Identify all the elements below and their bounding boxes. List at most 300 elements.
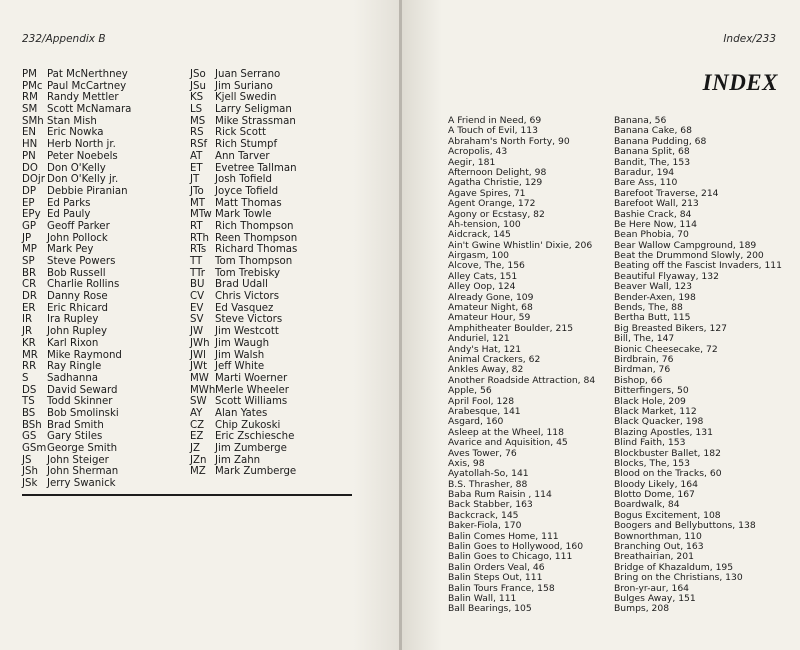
abbreviation-code: KS xyxy=(190,92,204,104)
index-entry: Acropolis, 43 xyxy=(448,146,508,158)
abbreviation-name: Mike Strassman xyxy=(215,115,296,127)
abbreviation-name: Ira Rupley xyxy=(47,314,99,326)
abbreviation-row xyxy=(22,326,182,338)
abbreviation-row xyxy=(190,373,350,385)
abbreviation-name: Eric Nowka xyxy=(47,127,104,139)
index-entry: Blocks, The, 153 xyxy=(614,457,690,469)
abbreviation-row xyxy=(190,92,350,104)
abbreviation-row xyxy=(22,408,182,420)
abbreviation-row xyxy=(22,127,182,139)
abbreviation-row xyxy=(22,431,182,443)
index-entry: Backcrack, 145 xyxy=(448,509,519,521)
abbreviation-row xyxy=(22,163,182,175)
abbreviation-row xyxy=(190,186,350,198)
abbreviation-row xyxy=(22,233,182,245)
abbreviation-code: MTw xyxy=(190,209,212,221)
index-entry: Agatha Christie, 129 xyxy=(448,177,543,189)
abbreviation-row xyxy=(22,151,182,163)
abbreviation-name: John Steiger xyxy=(47,454,109,466)
abbreviation-name: Evetree Tallman xyxy=(215,162,297,174)
index-entry: Banana Split, 68 xyxy=(614,146,690,158)
index-entry: Balin Comes Home, 111 xyxy=(448,530,559,542)
abbreviation-name: Todd Skinner xyxy=(47,396,113,408)
abbreviation-name: Randy Mettler xyxy=(47,92,119,104)
index-entry: Ankles Away, 82 xyxy=(448,364,524,376)
index-entry: Aegir, 181 xyxy=(448,156,496,168)
abbreviation-row xyxy=(190,163,350,175)
abbreviation-row xyxy=(22,291,182,303)
abbreviation-row xyxy=(22,443,182,455)
abbreviation-row xyxy=(22,92,182,104)
abbreviation-code: GP xyxy=(22,220,37,232)
abbreviation-name: Steve Powers xyxy=(47,256,116,267)
abbreviation-name: John Pollock xyxy=(47,232,108,244)
index-entry: Ain't Gwine Whistlin' Dixie, 206 xyxy=(448,239,593,251)
abbreviation-code: DS xyxy=(22,384,37,396)
abbreviation-row xyxy=(190,303,350,315)
abbreviation-name: Ed Parks xyxy=(47,197,91,209)
abbreviation-row xyxy=(190,338,350,350)
right-page xyxy=(402,0,800,650)
abbreviation-name: Herb North jr. xyxy=(47,139,116,151)
index-entry: Bishop, 66 xyxy=(614,374,663,386)
abbreviation-code: JW xyxy=(190,326,204,338)
abbreviation-code: KR xyxy=(22,337,36,349)
abbreviation-column-1 xyxy=(22,69,182,490)
index-entry: Aves Tower, 76 xyxy=(448,447,517,459)
abbreviation-name: Bob Russell xyxy=(47,267,106,279)
abbreviation-name: Mark Towle xyxy=(215,209,272,221)
abbreviation-code: CV xyxy=(190,291,205,303)
abbreviation-name: Jim Walsh xyxy=(215,349,265,361)
abbreviation-name: Sadhanna xyxy=(47,372,99,384)
index-entry: Barefoot Wall, 213 xyxy=(614,198,699,210)
abbreviation-code: JZ xyxy=(190,443,200,454)
left-running-head: 232/Appendix B xyxy=(22,33,106,45)
index-entry: Aidcrack, 145 xyxy=(448,229,511,241)
index-entry: Alcove, The, 156 xyxy=(448,260,525,272)
abbreviation-code: DP xyxy=(22,185,36,197)
index-entry: Beat the Drummond Slowly, 200 xyxy=(614,250,764,262)
index-entry: Birdman, 76 xyxy=(614,364,671,376)
abbreviation-name: Mike Raymond xyxy=(47,349,122,361)
abbreviation-code: CZ xyxy=(190,419,205,431)
abbreviation-name: Richard Thomas xyxy=(215,244,298,256)
index-entry: Big Breasted Bikers, 127 xyxy=(614,322,728,334)
abbreviation-code: DO xyxy=(22,162,38,174)
index-entry: Banana, 56 xyxy=(614,115,667,126)
index-entry: Blood on the Tracks, 60 xyxy=(614,468,722,480)
abbreviation-name: Chris Victors xyxy=(215,291,280,303)
index-entry: Blotto Dome, 167 xyxy=(614,489,695,501)
abbreviation-name: Mark Pey xyxy=(47,244,94,256)
abbreviation-row xyxy=(190,385,350,397)
abbreviation-row xyxy=(190,291,350,303)
abbreviation-row xyxy=(190,104,350,116)
index-entry: Bill, The, 147 xyxy=(614,333,675,345)
index-entry: Abraham's North Forty, 90 xyxy=(448,135,570,147)
index-entry: Balin Wall, 111 xyxy=(448,592,517,604)
abbreviation-code: AT xyxy=(190,150,203,162)
abbreviation-row xyxy=(190,244,350,256)
abbreviation-code: SV xyxy=(190,314,204,326)
index-column-2 xyxy=(614,116,794,615)
index-entry: Amphitheater Boulder, 215 xyxy=(448,322,574,334)
index-entry: Arabesque, 141 xyxy=(448,405,521,417)
index-entry: Ayatollah-So, 141 xyxy=(448,468,529,480)
index-entry: Balin Steps Out, 111 xyxy=(448,572,543,584)
index-entry: Airgasm, 100 xyxy=(448,250,510,262)
index-entry: Animal Crackers, 62 xyxy=(448,353,541,365)
abbreviation-name: Charlie Rollins xyxy=(47,279,120,291)
index-entry: Bring on the Christians, 130 xyxy=(614,572,743,584)
abbreviation-name: Scott Williams xyxy=(215,396,288,408)
abbreviation-code: MS xyxy=(190,115,206,127)
abbreviation-row xyxy=(190,350,350,362)
abbreviation-name: Karl Rixon xyxy=(47,337,99,349)
index-entry: Amateur Night, 68 xyxy=(448,302,533,314)
index-entry: Bender-Axen, 198 xyxy=(614,291,696,303)
abbreviation-row xyxy=(22,314,182,326)
abbreviation-name: Pat McNerthney xyxy=(47,69,128,80)
abbreviation-name: Danny Rose xyxy=(47,291,108,303)
index-entry: Beating off the Fascist Invaders, 111 xyxy=(614,260,782,272)
index-entry: Baradur, 194 xyxy=(614,166,675,178)
abbreviation-code: JZn xyxy=(190,454,207,466)
abbreviation-code: GS xyxy=(22,431,37,443)
abbreviation-row xyxy=(190,326,350,338)
index-entry: Bionic Cheesecake, 72 xyxy=(614,343,718,355)
index-entry: Apple, 56 xyxy=(448,385,492,397)
index-entry: Balin Goes to Chicago, 111 xyxy=(448,551,573,563)
abbreviation-code: TS xyxy=(22,396,35,408)
index-title: INDEX xyxy=(702,70,778,95)
abbreviation-row xyxy=(22,221,182,233)
abbreviation-name: Alan Yates xyxy=(215,407,268,419)
abbreviation-code: ET xyxy=(190,162,203,174)
abbreviation-row xyxy=(190,81,350,93)
abbreviation-row xyxy=(190,127,350,139)
index-entry: Agent Orange, 172 xyxy=(448,198,536,210)
abbreviation-row xyxy=(190,420,350,432)
index-entry: Bron-yr-aur, 164 xyxy=(614,582,690,594)
index-entry: Bandit, The, 153 xyxy=(614,156,691,168)
abbreviation-name: Don O'Kelly jr. xyxy=(47,174,119,186)
abbreviation-code: JS xyxy=(22,454,32,466)
abbreviation-name: Stan Mish xyxy=(47,115,97,127)
abbreviation-code: LS xyxy=(190,104,203,116)
abbreviation-code: RT xyxy=(190,220,203,232)
abbreviation-code: PM xyxy=(22,69,37,80)
abbreviation-name: Scott McNamara xyxy=(47,104,132,116)
index-entry: Agave Spires, 71 xyxy=(448,187,526,199)
index-entry: Baker-Fiola, 170 xyxy=(448,520,522,532)
index-entry: Black Hole, 209 xyxy=(614,395,686,407)
index-entry: Beautiful Flyaway, 132 xyxy=(614,270,719,282)
abbreviation-name: Jim Suriano xyxy=(215,80,273,92)
abbreviation-code: JWl xyxy=(190,349,206,361)
index-entry: Axis, 98 xyxy=(448,457,485,469)
index-entry: Black Market, 112 xyxy=(614,405,697,417)
index-entry: Branching Out, 163 xyxy=(614,541,704,553)
index-entry: Banana Pudding, 68 xyxy=(614,135,707,147)
abbreviation-code: PMc xyxy=(22,80,43,92)
abbreviation-row xyxy=(22,209,182,221)
abbreviation-row xyxy=(22,256,182,268)
abbreviation-code: RR xyxy=(22,361,37,373)
abbreviation-row xyxy=(190,256,350,268)
abbreviation-code: BR xyxy=(22,267,37,279)
abbreviation-name: Jim Zahn xyxy=(215,454,261,466)
index-entry: April Fool, 128 xyxy=(448,395,515,407)
abbreviation-row xyxy=(22,268,182,280)
abbreviation-code: JWh xyxy=(190,337,210,349)
abbreviation-row xyxy=(22,198,182,210)
abbreviation-name: John Sherman xyxy=(47,466,119,478)
index-entry: Anduriel, 121 xyxy=(448,333,510,345)
abbreviation-row xyxy=(190,139,350,151)
abbreviation-column-2 xyxy=(190,69,350,478)
abbreviation-code: RTs xyxy=(190,244,207,256)
abbreviation-row xyxy=(22,303,182,315)
index-entry: Bogus Excitement, 108 xyxy=(614,509,721,521)
abbreviation-name: Ray Ringle xyxy=(47,361,102,373)
abbreviation-code: BS xyxy=(22,407,36,419)
index-entry: Bashie Crack, 84 xyxy=(614,208,692,220)
index-entry: Bridge of Khazaldum, 195 xyxy=(614,561,734,573)
abbreviation-name: Gary Stiles xyxy=(47,431,103,443)
abbreviation-code: PN xyxy=(22,150,36,162)
abbreviation-name: Larry Seligman xyxy=(215,104,292,116)
index-entry: Bean Phobia, 70 xyxy=(614,229,689,241)
abbreviation-name: Jerry Swanick xyxy=(47,478,116,490)
index-entry: A Friend in Need, 69 xyxy=(448,115,542,126)
abbreviation-code: TTr xyxy=(190,267,205,279)
abbreviation-code: JWt xyxy=(190,361,208,373)
abbreviation-code: DOjr xyxy=(22,174,45,186)
index-entry: Boardwalk, 84 xyxy=(614,499,680,511)
index-entry: Black Quacker, 198 xyxy=(614,416,704,428)
abbreviation-code: EP xyxy=(22,197,35,209)
abbreviation-code: S xyxy=(22,372,29,384)
abbreviation-row xyxy=(22,104,182,116)
index-entry: Bare Ass, 110 xyxy=(614,177,678,189)
abbreviation-code: JP xyxy=(22,232,32,244)
abbreviation-name: Matt Thomas xyxy=(215,197,282,209)
abbreviation-row xyxy=(22,116,182,128)
index-entry: Alley Oop, 124 xyxy=(448,281,516,293)
abbreviation-code: HN xyxy=(22,139,38,151)
abbreviation-row xyxy=(190,455,350,467)
index-column-1 xyxy=(448,116,618,615)
abbreviation-code: JTo xyxy=(190,185,204,197)
index-entry: Baba Rum Raisin , 114 xyxy=(448,489,552,501)
abbreviation-row xyxy=(22,361,182,373)
abbreviation-name: Juan Serrano xyxy=(215,69,281,80)
index-entry: Bumps, 208 xyxy=(614,603,670,615)
index-entry: Afternoon Delight, 98 xyxy=(448,166,547,178)
abbreviation-row xyxy=(22,466,182,478)
abbreviation-name: Jim Waugh xyxy=(215,337,270,349)
abbreviation-row xyxy=(22,174,182,186)
abbreviation-name: George Smith xyxy=(47,443,118,454)
abbreviation-row xyxy=(22,385,182,397)
abbreviation-code: SW xyxy=(190,396,207,408)
abbreviation-name: Rick Scott xyxy=(215,127,266,139)
abbreviation-code: BU xyxy=(190,279,205,291)
abbreviation-code: BSh xyxy=(22,419,42,431)
index-entry: Amateur Hour, 59 xyxy=(448,312,531,324)
abbreviation-row xyxy=(22,373,182,385)
abbreviation-name: Bob Smolinski xyxy=(47,407,119,419)
index-entry: Balin Orders Veal, 46 xyxy=(448,561,545,573)
abbreviation-name: Rich Thompson xyxy=(215,220,294,232)
index-entry: Birdbrain, 76 xyxy=(614,353,674,365)
abbreviation-name: Tom Trebisky xyxy=(215,267,281,279)
abbreviation-name: Jeff White xyxy=(215,361,265,373)
abbreviation-name: Steve Victors xyxy=(215,314,283,326)
abbreviation-row xyxy=(22,81,182,93)
abbreviation-name: Geoff Parker xyxy=(47,220,110,232)
abbreviation-row xyxy=(190,174,350,186)
abbreviation-name: Don O'Kelly xyxy=(47,162,106,174)
abbreviation-code: JSh xyxy=(22,466,38,478)
abbreviation-row xyxy=(190,151,350,163)
index-entry: Back Stabber, 163 xyxy=(448,499,533,511)
abbreviation-code: DR xyxy=(22,291,37,303)
abbreviation-name: Marti Woerner xyxy=(215,372,288,384)
index-entry: Asgard, 160 xyxy=(448,416,504,428)
abbreviation-name: Chip Zukoski xyxy=(215,419,281,431)
abbreviation-name: Ann Tarver xyxy=(215,150,270,162)
index-entry: Bitterfingers, 50 xyxy=(614,385,689,397)
abbreviation-row xyxy=(190,69,350,81)
abbreviation-name: Peter Noebels xyxy=(47,150,118,162)
index-entry: Blockbuster Ballet, 182 xyxy=(614,447,721,459)
index-entry: Agony or Ecstasy, 82 xyxy=(448,208,545,220)
abbreviation-row xyxy=(22,350,182,362)
abbreviation-code: SP xyxy=(22,256,35,267)
index-entry: Bends, The, 88 xyxy=(614,302,683,314)
section-divider-rule xyxy=(22,494,352,496)
abbreviation-row xyxy=(190,198,350,210)
abbreviation-row xyxy=(22,338,182,350)
abbreviation-code: MZ xyxy=(190,466,206,478)
abbreviation-row xyxy=(190,408,350,420)
abbreviation-code: EV xyxy=(190,302,204,314)
abbreviation-row xyxy=(190,209,350,221)
abbreviation-name: John Rupley xyxy=(47,326,108,338)
index-entry: Bownorthman, 110 xyxy=(614,530,702,542)
abbreviation-row xyxy=(190,466,350,478)
abbreviation-row xyxy=(190,233,350,245)
abbreviation-code: MT xyxy=(190,197,206,209)
index-entry: Bear Wallow Campground, 189 xyxy=(614,239,757,251)
abbreviation-name: Merle Wheeler xyxy=(215,384,289,396)
abbreviation-name: Debbie Piranian xyxy=(47,185,128,197)
abbreviation-code: SMh xyxy=(22,115,44,127)
abbreviation-code: JT xyxy=(190,174,200,186)
abbreviation-row xyxy=(22,455,182,467)
abbreviation-code: JSu xyxy=(190,80,206,92)
abbreviation-code: RSf xyxy=(190,139,208,151)
abbreviation-row xyxy=(190,221,350,233)
abbreviation-code: CR xyxy=(22,279,37,291)
index-entry: Beaver Wall, 123 xyxy=(614,281,692,293)
abbreviation-row xyxy=(22,186,182,198)
abbreviation-code: TT xyxy=(190,256,203,267)
abbreviation-row xyxy=(22,478,182,490)
abbreviation-code: IR xyxy=(22,314,33,326)
abbreviation-row xyxy=(190,314,350,326)
abbreviation-name: Eric Rhicard xyxy=(47,302,108,314)
right-running-head: Index/233 xyxy=(723,33,776,45)
abbreviation-name: Rich Stumpf xyxy=(215,139,278,151)
abbreviation-row xyxy=(190,116,350,128)
abbreviation-name: Brad Udall xyxy=(215,279,268,291)
abbreviation-code: EPy xyxy=(22,209,41,221)
abbreviation-code: MWh xyxy=(190,384,216,396)
abbreviation-code: GSm xyxy=(22,443,47,454)
index-entry: Alley Cats, 151 xyxy=(448,270,518,282)
abbreviation-name: Reen Thompson xyxy=(215,232,298,244)
abbreviation-row xyxy=(190,396,350,408)
abbreviation-code: EN xyxy=(22,127,37,139)
abbreviation-code: RS xyxy=(190,127,204,139)
abbreviation-code: JSo xyxy=(190,69,206,80)
abbreviation-code: JSk xyxy=(22,478,38,490)
abbreviation-code: MR xyxy=(22,349,38,361)
abbreviation-row xyxy=(190,431,350,443)
index-entry: Balin Goes to Hollywood, 160 xyxy=(448,541,584,553)
abbreviation-row xyxy=(190,268,350,280)
abbreviation-row xyxy=(190,361,350,373)
abbreviation-code: MP xyxy=(22,244,37,256)
index-entry: Banana Cake, 68 xyxy=(614,125,692,137)
abbreviation-name: Tom Thompson xyxy=(215,256,293,267)
abbreviation-code: EZ xyxy=(190,431,204,443)
abbreviation-row xyxy=(22,420,182,432)
abbreviation-row xyxy=(22,139,182,151)
abbreviation-name: Josh Tofield xyxy=(215,174,272,186)
index-entry: Asleep at the Wheel, 118 xyxy=(448,426,564,438)
index-entry: Bulges Away, 151 xyxy=(614,592,696,604)
abbreviation-code: AY xyxy=(190,407,203,419)
abbreviation-name: David Seward xyxy=(47,384,118,396)
abbreviation-code: RM xyxy=(22,92,38,104)
abbreviation-code: MW xyxy=(190,372,209,384)
index-entry: Barefoot Traverse, 214 xyxy=(614,187,719,199)
abbreviation-row xyxy=(190,279,350,291)
index-entry: Be Here Now, 114 xyxy=(614,218,697,230)
index-entry: Bloody Likely, 164 xyxy=(614,478,698,490)
abbreviation-name: Brad Smith xyxy=(47,419,104,431)
index-entry: Another Roadside Attraction, 84 xyxy=(448,374,596,386)
abbreviation-name: Joyce Tofield xyxy=(215,185,279,197)
index-entry: Avarice and Aquisition, 45 xyxy=(448,437,568,449)
abbreviation-name: Kjell Swedin xyxy=(215,92,277,104)
index-entry: Already Gone, 109 xyxy=(448,291,534,303)
index-entry: Andy's Hat, 121 xyxy=(448,343,522,355)
index-entry: Boogers and Bellybuttons, 138 xyxy=(614,520,756,532)
index-entry: Ball Bearings, 105 xyxy=(448,603,532,615)
index-entry: Bertha Butt, 115 xyxy=(614,312,691,324)
index-entry: Blazing Apostles, 131 xyxy=(614,426,713,438)
index-entry: Ah-tension, 100 xyxy=(448,218,521,230)
index-entry: B.S. Thrasher, 88 xyxy=(448,478,528,490)
abbreviation-name: Ed Vasquez xyxy=(215,302,274,314)
abbreviation-name: Mark Zumberge xyxy=(215,466,297,478)
